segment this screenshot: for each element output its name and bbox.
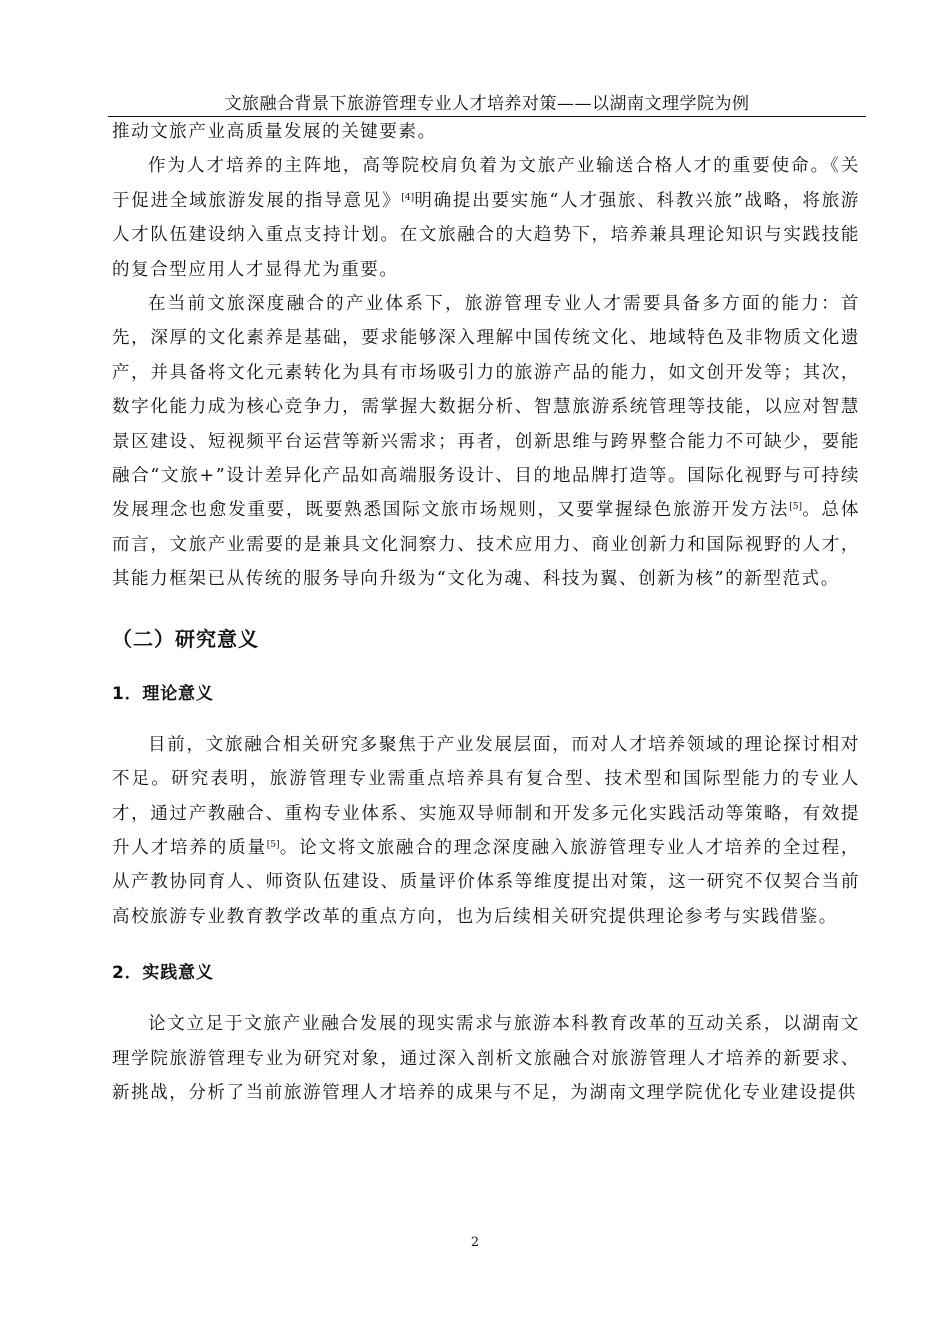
running-header: 文旅融合背景下旅游管理专业人才培养对策——以湖南文理学院为例 <box>224 94 750 114</box>
section-heading: （二）研究意义 <box>112 626 259 651</box>
paragraph-required-abilities <box>112 287 860 597</box>
citation-ref: [4] <box>401 192 415 203</box>
citation-ref: [5] <box>789 502 802 513</box>
page-number: 2 <box>470 1235 480 1250</box>
page-body <box>112 115 860 1110</box>
paragraph-theoretical-significance <box>112 728 860 934</box>
citation-ref: [5] <box>266 839 280 850</box>
text-segment: 。论文将文旅融合的理念深度融入旅游管理专业人才培养的全过程，从产教协同育人、师资队伍建设、质量评价体系等维度提出对策，这一研究不仅契合当前高校旅游专业教育教学改革的重点方向，也为后续相关研究提供理论参考与实践借鉴。 <box>112 837 860 927</box>
subsection-heading-practice: 2．实践意义 <box>112 963 214 984</box>
paragraph-talent-mission <box>112 149 860 287</box>
paragraph-practical-significance: 论文立足于文旅产业融合发展的现实需求与旅游本科教育改革的互动关系，以湖南文理学院旅游管理专业为研究对象，通过深入剖析文旅融合对旅游管理人才培养的新要求、新挑战，分析了当前旅游管理人才培养的成果与不足，为湖南文理学院优化专业建设提供 <box>112 1014 860 1103</box>
paragraph-continuation: 推动文旅产业高质量发展的关键要素。 <box>112 122 437 142</box>
text-segment: 在当前文旅深度融合的产业体系下，旅游管理专业人才需要具备多方面的能力：首先，深厚的文化素养是基础，要求能够深入理解中国传统文化、地域特色及非物质文化遗产，并具备将文化元素转化为具有市场吸引力的旅游产品的能力，如文创开发等；其次，数字化能力成为核心竞争力，需掌握大数据分析、智慧旅游系统管理等技能，以应对智慧景区建设、短视频平台运营等新兴需求；再者，创新思维与跨界整合能力不可缺少，要能融合“文旅+”设计差异化产品如高端服务设计、目的地品牌打造等。国际化视野与可持续发展理念也愈发重要，既要熟悉国际文旅市场规则，又要掌握绿色旅游开发方法 <box>112 294 860 521</box>
text-segment: 明确提出要实施“人才强旅、科教兴旅”战略，将旅游人才队伍建设纳入重点支持计划。在文旅融合的大趋势下，培养兼具理论知识与实践技能的复合型应用人才显得尤为重要。 <box>112 190 861 280</box>
text-segment: 。总体而言，文旅产业需要的是兼具文化洞察力、技术应用力、商业创新力和国际视野的人才，其能力框架已从传统的服务导向升级为“文化为魂、科技为翼、创新为核”的新型范式。 <box>112 500 860 590</box>
text-segment: 作为人才培养的主阵地，高等院校肩负着为文旅产业输送合格人才的重要使命。《关于促进全域旅游发展的指导意见》 <box>112 156 860 211</box>
text-segment: 目前，文旅融合相关研究多聚焦于产业发展层面，而对人才培养领域的理论探讨相对不足。研究表明，旅游管理专业需重点培养具有复合型、技术型和国际型能力的专业人才，通过产教融合、重构专业体系、实施双导师制和开发多元化实践活动等策略，有效提升人才培养的质量 <box>112 734 860 858</box>
subsection-heading-theory: 1．理论意义 <box>112 683 214 704</box>
